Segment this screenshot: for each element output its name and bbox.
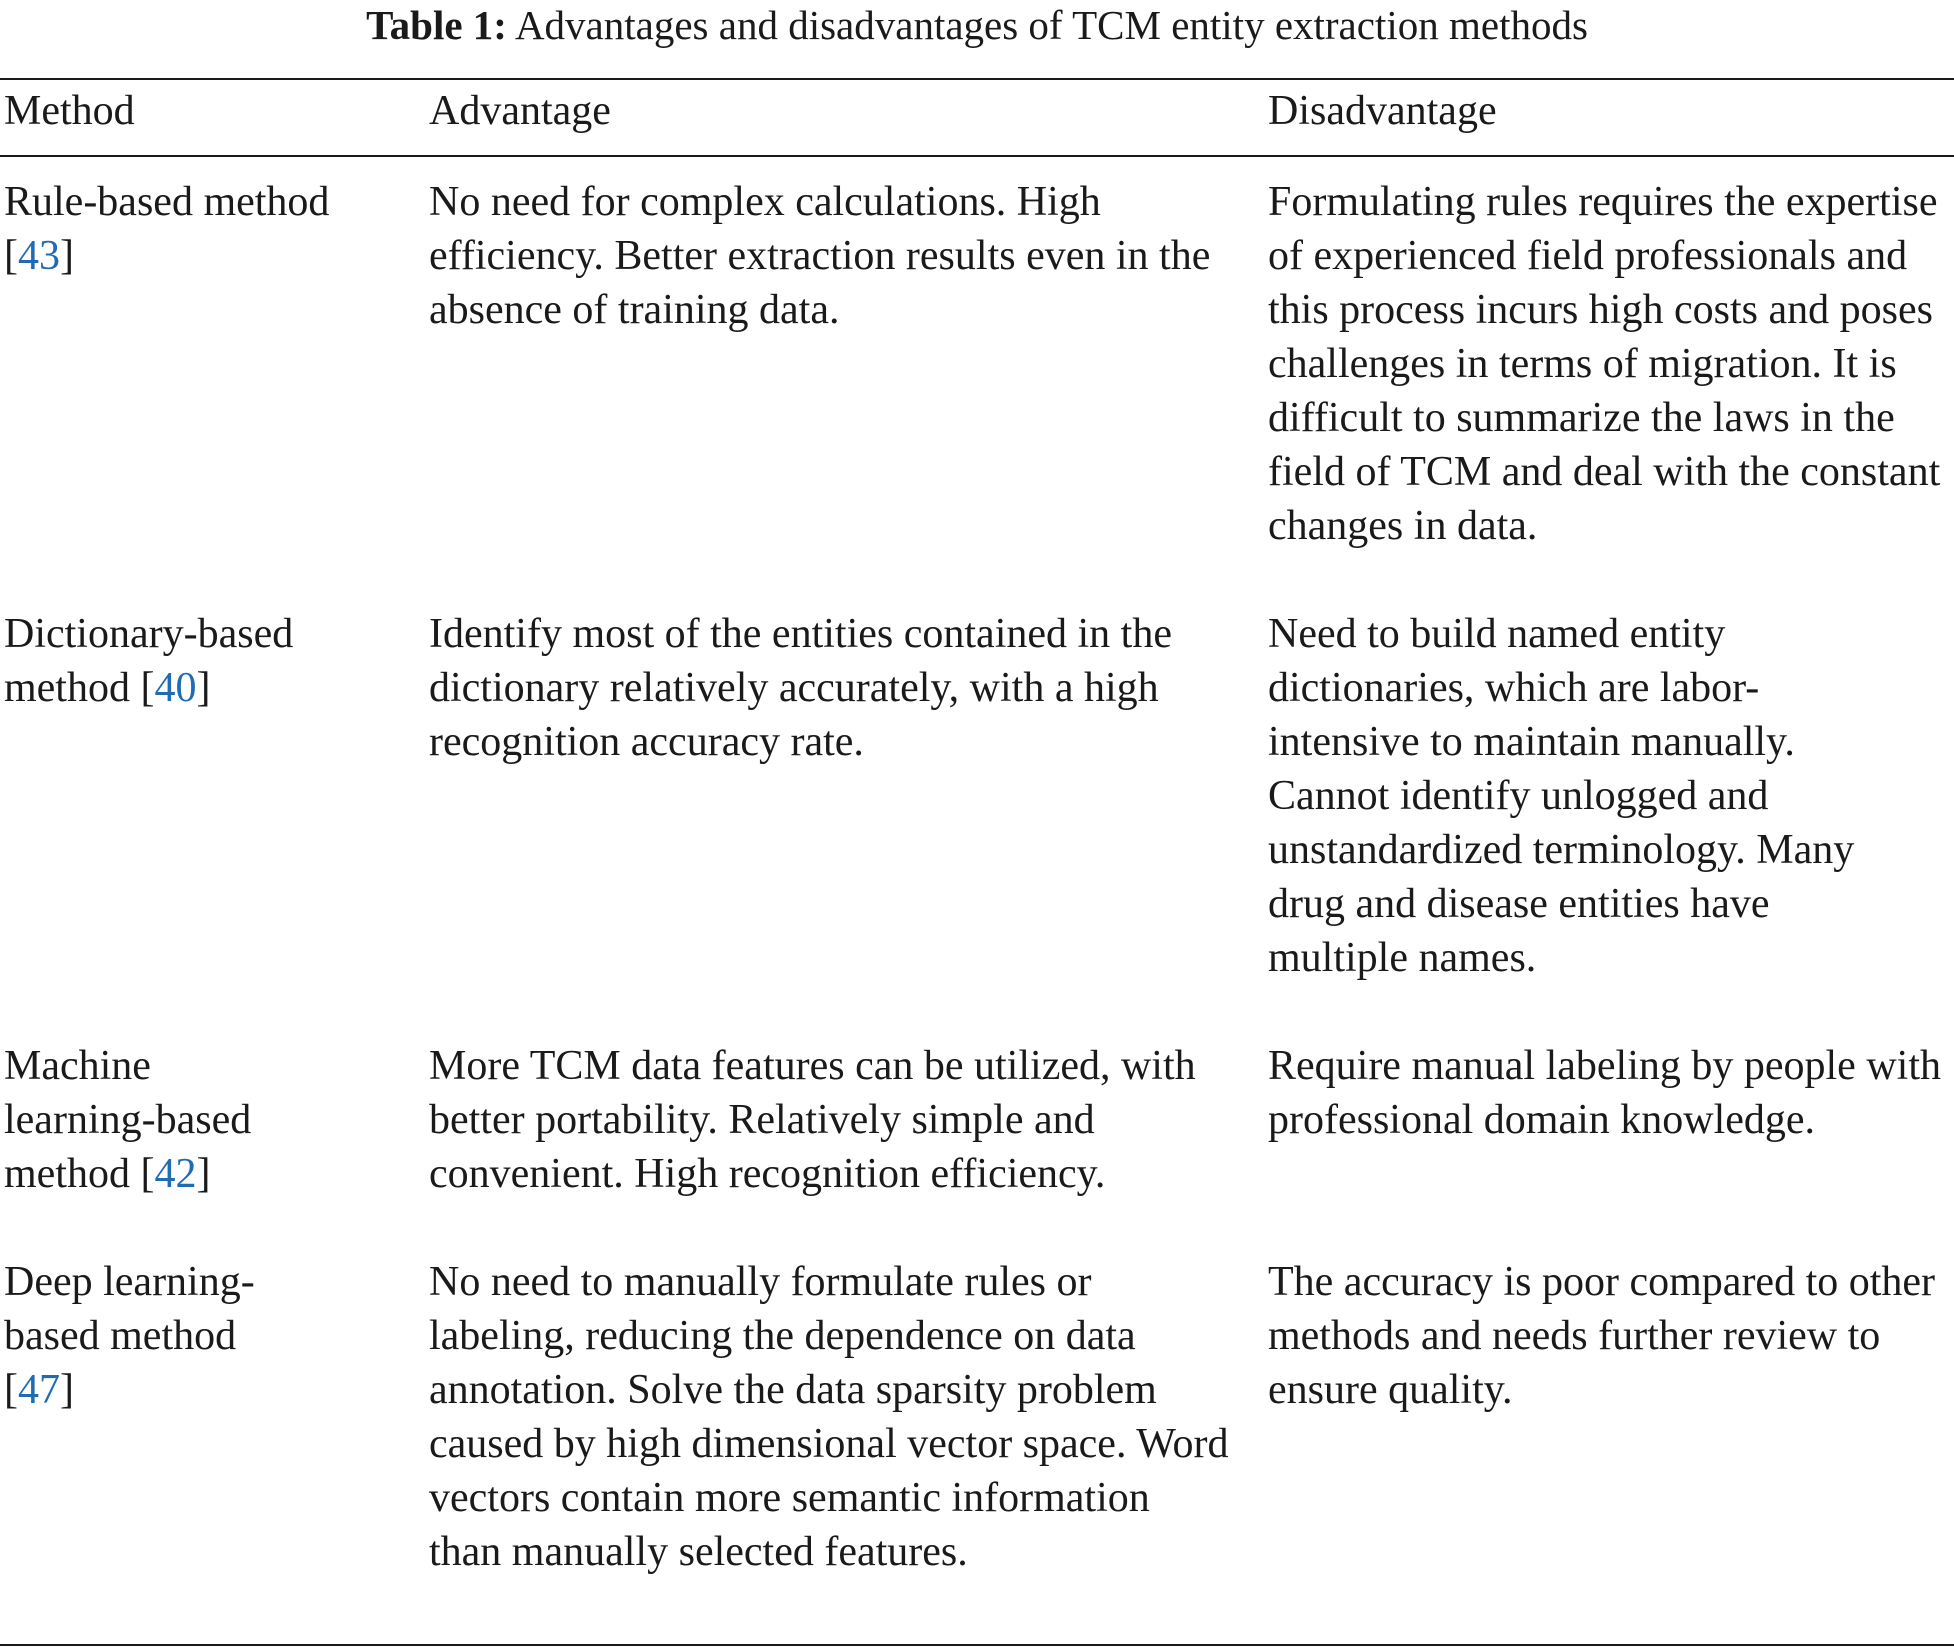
row-method-cell: Machine learning-based method [42]: [4, 1043, 252, 1197]
citation-link[interactable]: 42: [154, 1151, 197, 1197]
citation-link[interactable]: 40: [154, 665, 197, 711]
row-method-cell: Dictionary-based method [40]: [4, 611, 294, 711]
method-name: Machine learning-based method: [4, 1043, 252, 1197]
method-name: Rule-based method: [4, 179, 330, 225]
table-caption: [0, 0, 1954, 50]
table-caption-label: Table 1:: [366, 2, 507, 48]
citation-link[interactable]: 43: [18, 233, 60, 279]
table-caption-text: Advantages and disadvantages of TCM entity extraction methods: [514, 2, 1588, 48]
row-method-cell: Rule-based method [43]: [4, 179, 330, 279]
method-name: Dictionary-based method: [4, 611, 294, 711]
table-bottom-rule: [0, 1644, 1954, 1646]
row-disadvantage-cell: The accuracy is poor compared to other methods and needs further review to ensure quality.: [1268, 1259, 1936, 1413]
row-method-cell: Deep learning-based method [47]: [4, 1259, 255, 1413]
header-disadvantage: Disadvantage: [1268, 88, 1497, 134]
row-advantage-cell: No need to manually formulate rules or labeling, reducing the dependence on data annotation. Solve the data sparsity problem caused by high dimensional vector space. Word vectors contain more semantic information than manually selected features.: [429, 1259, 1229, 1575]
table-header-rule: [0, 155, 1954, 157]
method-name: Deep learning-based method: [4, 1259, 255, 1359]
row-disadvantage-cell: Require manual labeling by people with professional domain knowledge.: [1268, 1043, 1941, 1143]
header-method: Method: [4, 88, 135, 134]
row-advantage-cell: More TCM data features can be utilized, with better portability. Relatively simple and convenient. High recognition efficiency.: [429, 1043, 1196, 1197]
header-advantage: Advantage: [429, 88, 611, 134]
row-disadvantage-cell: Formulating rules requires the expertise of experienced field professionals and this process incurs high costs and poses challenges in terms of migration. It is difficult to summarize the laws in the field of TCM and deal with the constant changes in data.: [1268, 179, 1941, 549]
table-top-rule: [0, 78, 1954, 80]
row-advantage-cell: No need for complex calculations. High efficiency. Better extraction results even in the absence of training data.: [429, 179, 1211, 333]
row-advantage-cell: Identify most of the entities contained in the dictionary relatively accurately, with a high recognition accuracy rate.: [429, 611, 1172, 765]
row-disadvantage-cell: Need to build named entity dictionaries, which are labor-intensive to maintain manually. Cannot identify unlogged and unstandardized terminology. Many drug and disease entities have multiple names.: [1268, 611, 1855, 981]
citation-link[interactable]: 47: [18, 1367, 60, 1413]
